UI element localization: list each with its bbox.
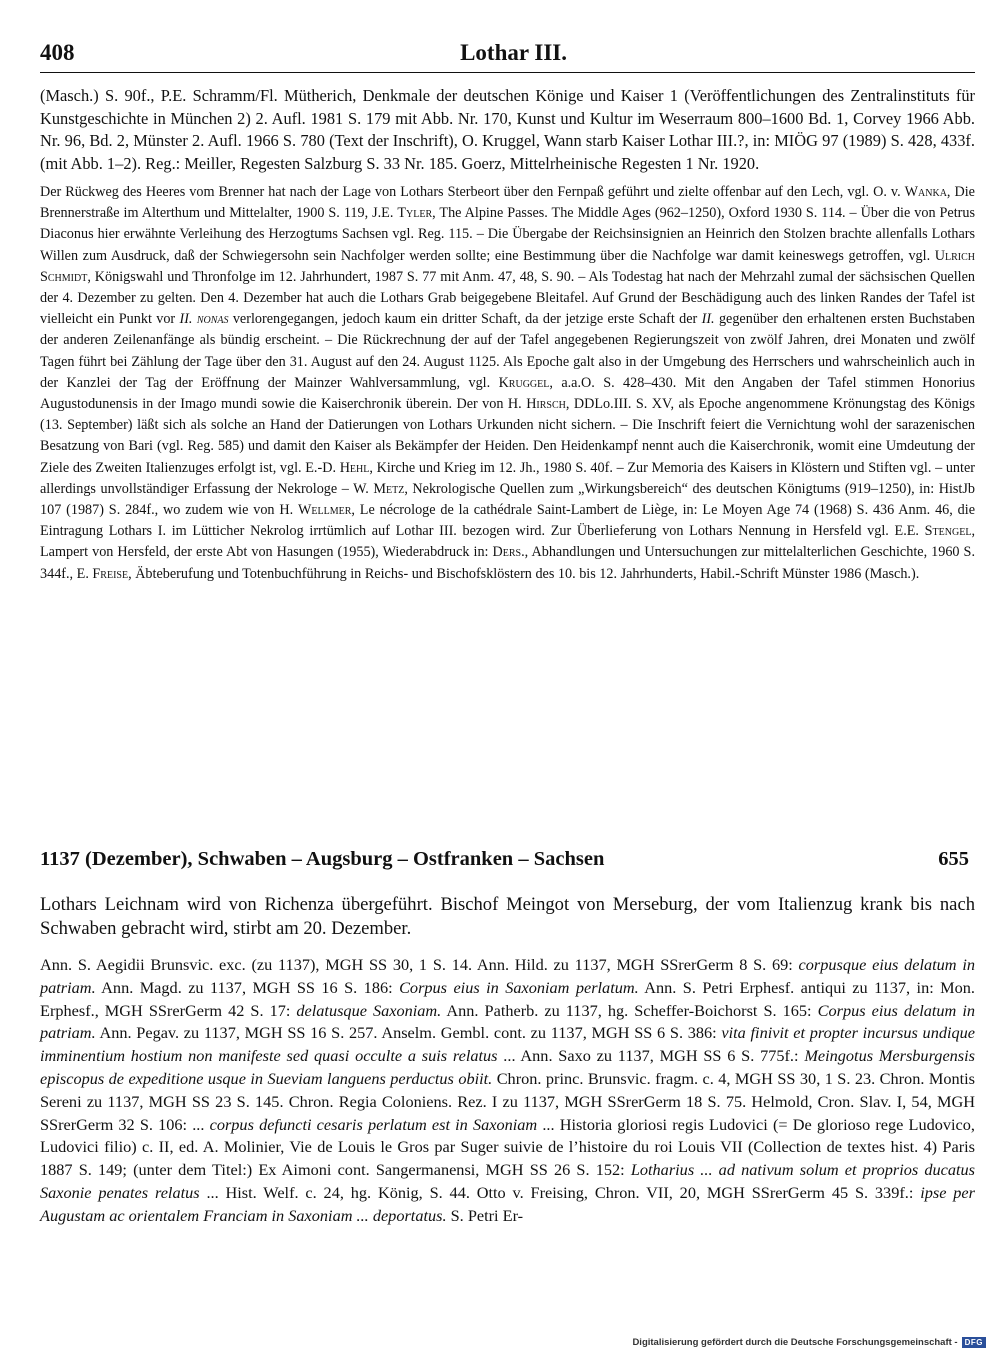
author-name: Ders.: [492, 544, 525, 561]
text-run: , a.a.O. S. 428–430. Mit den Angaben der Tafel stimmen Honorius Augustodunensis in der Imago mundi sowie die Kaiserchronik überein. Der von H.: [40, 374, 975, 413]
latin-quote: ipse per Augustam ac orientalem Franciam in Saxoniam ... deportatus.: [40, 1182, 975, 1225]
book-page: [40, 40, 976, 1225]
author-name: Hirsch: [526, 396, 566, 413]
author-name: Kruggel: [498, 374, 550, 391]
regest-entry-title: 1137 (Dezember), Schwaben – Augsburg – Ostfranken – Sachsen: [40, 848, 605, 870]
latin-quote: Corpus eius in Saxoniam perlatum.: [399, 977, 639, 997]
author-name: Tyler: [397, 205, 433, 222]
latin-quote: corpus defuncti cesaris perlatum est in Saxoniam: [209, 1114, 538, 1134]
latin-quote: corpusque eius delatum in patriam.: [40, 955, 975, 997]
italic-term: II. nonas: [179, 311, 229, 328]
footer-text: Digitalisierung gefördert durch die Deutsche Forschungsgemeinschaft -: [632, 1337, 958, 1348]
dfg-logo: DFG: [962, 1337, 986, 1348]
text-run: ... Historia gloriosi regis Ludovici (= De glorioso rege Ludovico, Ludovici filio) c. II, ed. A. Molinier, Vie de Louis le Gros par Suger suivie de l’histoire du roi Louis VII (Collection de textes hist. 4) Paris 1887 S. 149; (unter dem Titel:) Ex Aimoni cont. Sangermanensi, MGH SS 26 S. 152:: [40, 1114, 975, 1180]
regest-sources: [40, 954, 975, 1228]
italic-term: II.: [701, 311, 715, 328]
latin-quote: delatusque Saxoniam.: [296, 1000, 442, 1020]
text-run: , The Alpine Passes. The Middle Ages (962–1250), Oxford 1930 S. 114. – Über die von Petrus Diaconus hier erwähnte Verleihung des Herzogtums Sachsen vgl. Reg. 115. – Die Übergabe der Reichsinsignien an Heinrich den Stolzen brachte allenfalls Lothars Willen zum Ausdruck, daß der Schwiegersohn sein Nachfolger werden sollte; eine Bestimmung über die Nachfolge war damit keineswegs getroffen, vgl.: [40, 205, 975, 264]
text-run: Ann. Pegav. zu 1137, MGH SS 16 S. 257. Anselm. Gembl. cont. zu 1137, MGH SS 6 S. 386:: [95, 1023, 722, 1043]
page-number: 408: [40, 40, 75, 65]
text-run: ... Hist. Welf. c. 24, hg. König, S. 44. Otto v. Freising, Chron. VII, 20, MGH SSrerGerm 45 S. 339f.:: [199, 1182, 921, 1202]
text-run: , Die Brennerstraße im Alterthum und Mittelalter, 1900 S. 119, J.E.: [40, 184, 975, 222]
text-run: Ann. Patherb. zu 1137, hg. Scheffer-Boichorst S. 165:: [441, 1000, 818, 1020]
text-run: , DDLo.III. S. XV, als Epoche angenommene Krönungstag des Königs (13. September) läßt sich als solche an Hand der Datierungen von Lothars Urkunden nicht sichern. – Die Inschrift feiert die Vernichtung wohl der sarazenischen Besatzung von Bari (vgl. Reg. 585) und damit den Kaiser als Bekämpfer der Heiden. Den Heidenkampf nennt auch die Kaiserchronik, womit eine Umdeutung der Ziele des Zweiten Italienzuges erfolgt ist, vgl. E.-D.: [40, 396, 975, 476]
text-run: gegenüber den erhaltenen ersten Buchstaben der anderen Zeilenanfänge als bündig erscheint. – Die Rückrechnung der auf der Tafel angegebenen Regierungszeit von zwölf Jahren, drei Monaten und zwölf Tagen führt bei Zählung der Tage über den 31. August auf den 24. August 1125. Als Epoche galt also in der Umgebung des Herrschers und wahrscheinlich auch in der Kanzlei der Tag der Eröffnung der Mainzer Wahlversammlung, vgl.: [40, 311, 975, 391]
author-name: Ulrich Schmidt: [40, 247, 975, 285]
text-run: Chron. princ. Brunsvic. fragm. c. 4, MGH SS 30, 1 S. 23. Chron. Montis Sereni zu 1137, MGH SS 23 S. 145. Chron. Regia Coloniens. Rez. I zu 1137, MGH SSrerGerm 18 S. 75. Helmold, Cron. Slav. I, 54, MGH SSrerGerm 32 S. 106: ...: [40, 1068, 975, 1134]
running-title: Lothar III.: [460, 40, 567, 65]
regest-entry-number: 655: [938, 848, 969, 870]
page-header: [40, 40, 975, 73]
author-name: Freise: [92, 565, 129, 582]
commentary-paragraph: [40, 182, 975, 585]
author-name: Stengel: [924, 523, 972, 540]
text-run: S. Petri Er-: [446, 1205, 524, 1225]
author-name: Metz: [373, 480, 405, 497]
latin-quote: Meingotus Mersburgensis episcopus de expeditione usque in Sueviam languens perductus obiit.: [40, 1046, 976, 1088]
author-name: Wellmer: [298, 502, 352, 519]
latin-quote: Corpus eius delatum in patriam.: [40, 1000, 975, 1043]
text-run: ... Ann. Saxo zu 1137, MGH SS 6 S. 775f.:: [497, 1046, 805, 1066]
text-run: Ann. Magd. zu 1137, MGH SS 16 S. 186:: [95, 977, 400, 997]
text-run: , Kirche und Krieg im 12. Jh., 1980 S. 40f. – Zur Memoria des Kaisers in Klöstern und Stiften vgl. – unter allerdings unvollständiger Erfassung der Nekrologe – W.: [40, 459, 975, 497]
references-continuation: (Masch.) S. 90f., P.E. Schramm/Fl. Mütherich, Denkmale der deutschen Könige und Kaiser 1 (Veröffentlichungen des Zentralinstituts für Kunstgeschichte in München 2) 2. Aufl. 1981 S. 179 mit Abb. Nr. 170, Kunst und Kultur im Weserraum 800–1600 Bd. 1, Corvey 1966 Abb. Nr. 96, Bd. 2, Münster 2. Aufl. 1966 S. 780 (Text der Inschrift), O. Kruggel, Wann starb Kaiser Lothar III.?, in: MIÖG 97 (1989) S. 428, 433f. (mit Abb. 1–2). Reg.: Meiller, Regesten Salzburg S. 33 Nr. 185. Goerz, Mittelrheinische Regesten 1 Nr. 1920.: [40, 86, 975, 173]
text-run: , Äbteberufung und Totenbuchführung in Reichs- und Bischofsklöstern des 10. bis 12. Jahrhunderts, Habil.-Schrift Münster 1986 (Masch.).: [128, 565, 920, 582]
text-run: , Nekrologische Quellen zum „Wirkungsbereich“ des deutschen Königtums (919–1250), in: HistJb 107 (1987) S. 284f., wo zudem wie von H.: [40, 480, 975, 519]
text-run: Ann. S. Aegidii Brunsvic. exc. (zu 1137), MGH SS 30, 1 S. 14. Ann. Hild. zu 1137, MGH SSrerGerm 8 S. 69:: [40, 955, 799, 974]
digitization-footer: [632, 1337, 986, 1348]
text-run: verlorengegangen, jedoch kaum ein dritter Schaft, da der jetzige erste Schaft der: [228, 311, 702, 328]
text-run: , Lampert von Hersfeld, der erste Abt von Hasungen (1955), Wiederabdruck in:: [40, 523, 975, 561]
regest-summary: Lothars Leichnam wird von Richenza übergeführt. Bischof Meingot von Merseburg, der vom Italienzug krank bis nach Schwaben gebracht wird, stirbt am 20. Dezember.: [40, 894, 975, 939]
text-run: Der Rückweg des Heeres vom Brenner hat nach der Lage von Lothars Sterbeort über den Fernpaß geführt und zielte offenbar auf den Lech, vgl. O. v.: [40, 184, 905, 200]
text-run: , Le nécrologe de la cathédrale Saint-Lambert de Liège, in: Le Moyen Age 74 (1968) S. 436 Anm. 46, die Eintragung Lothars I. im Lütticher Nekrolog irrtümlich auf Lothar III. bezogen wird. Zur Überlieferung von Lothars Nennung in Hersfeld vgl. E.E.: [40, 502, 975, 540]
text-run: Ann. S. Petri Erphesf. antiqui zu 1137, in: Mon. Erphesf., MGH SSrerGerm 42 S. 17:: [40, 977, 975, 1020]
text-run: , Abhandlungen und Untersuchungen zur mittelalterlichen Geschichte, 1960 S. 344f., E.: [40, 544, 975, 582]
text-run: , Königswahl und Thronfolge im 12. Jahrhundert, 1987 S. 77 mit Anm. 47, 48, S. 90. – Als Todestag hat nach der Mehrzahl zumal der sächsischen Quellen der 4. Dezember zu gelten. Den 4. Dezember hat auch die Lothars Grab beigegebene Bleitafel. Auf Grund der Beschädigung auch des linken Randes der Tafel ist vielleicht ein Punkt vor: [40, 268, 975, 328]
latin-quote: Lotharius ... ad nativum solum et proprios ducatus Saxonie penates relatus: [40, 1160, 976, 1202]
regest-entry-header: [40, 848, 975, 871]
author-name: Wanka: [904, 184, 947, 200]
latin-quote: vita finivit et propter incursus undique imminentium hostium non manifeste sed quasi occulte a suis relatus: [40, 1023, 976, 1066]
author-name: Hehl: [339, 459, 370, 476]
